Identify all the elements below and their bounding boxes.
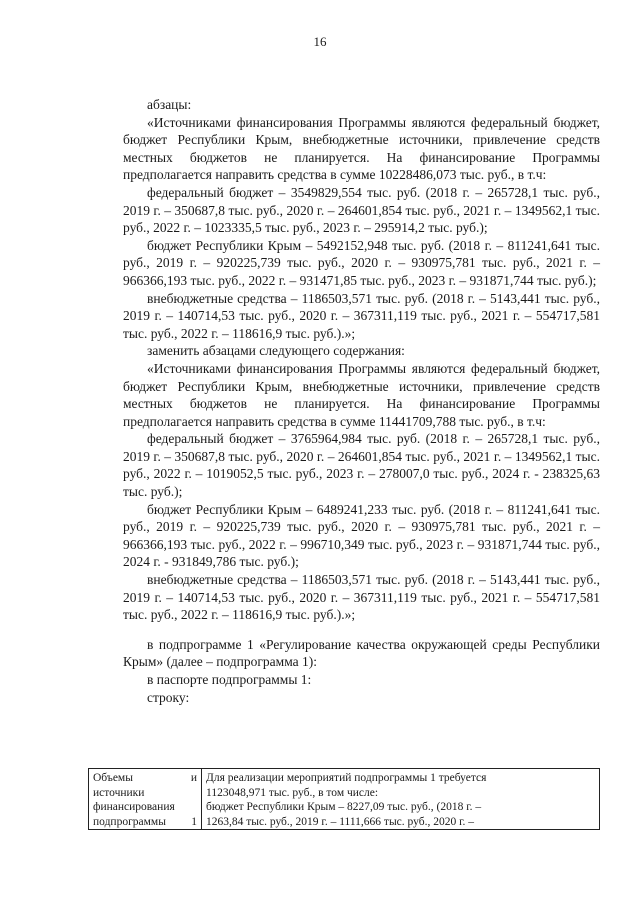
cell-line: источники bbox=[93, 786, 145, 799]
cell-line: Объемы и bbox=[93, 772, 197, 784]
paragraph: абзацы: bbox=[147, 97, 192, 112]
paragraph: федеральный бюджет – 3549829,554 тыс. руб. (2018 г. – 265728,1 тыс. руб., 2019 г. – 350687,8 тыс. руб., 2020 г. – 264601,854 тыс. руб., 2021 г. – 1349562,1 тыс. руб., 2022 г. – 1023335,5 тыс. руб., 2023 г. – 295914,2 тыс. руб.); bbox=[123, 184, 600, 236]
paragraph: внебюджетные средства – 1186503,571 тыс. руб. (2018 г. – 5143,441 тыс. руб., 2019 г. – 140714,53 тыс. руб., 2020 г. – 367311,119 тыс. руб., 2021 г. – 554717,581 тыс. руб., 2022 г. – 118616,9 тыс. руб.).»; bbox=[123, 572, 600, 623]
cell-line: 1123048,971 тыс. руб., в том числе: bbox=[206, 786, 379, 799]
paragraph: бюджет Республики Крым – 5492152,948 тыс. руб. (2018 г. – 811241,641 тыс. руб., 2019 г. – 920225,739 тыс. руб., 2020 г. – 930975,781 тыс. руб., 2021 г. – 966366,193 тыс. руб., 2022 г. – 931471,85 тыс. руб., 2023 г. – 931871,744 тыс. руб.); bbox=[123, 237, 600, 288]
passport-table bbox=[88, 768, 600, 830]
page-number: 16 bbox=[313, 34, 327, 49]
cell-line: финансирования bbox=[93, 801, 175, 814]
document-body bbox=[123, 96, 600, 706]
table-cell-value bbox=[202, 769, 600, 830]
cell-line: подпрограммы 1 bbox=[93, 815, 197, 828]
paragraph: строку: bbox=[147, 689, 190, 705]
paragraph: внебюджетные средства – 1186503,571 тыс. руб. (2018 г. – 5143,441 тыс. руб., 2019 г. – 140714,53 тыс. руб., 2020 г. – 367311,119 тыс. руб., 2021 г. – 554717,581 тыс. руб., 2022 г. – 118616,9 тыс. руб.).»; bbox=[123, 290, 600, 341]
table-cell-label bbox=[89, 769, 202, 830]
paragraph: федеральный бюджет – 3765964,984 тыс. руб. (2018 г. – 265728,1 тыс. руб., 2019 г. – 350687,8 тыс. руб., 2020 г. – 264601,854 тыс. руб., 2021 г. – 1349562,1 тыс. руб., 2022 г. – 1019052,5 тыс. руб., 2023 г. – 278007,0 тыс. руб., 2024 г. - 238325,63 тыс. руб.); bbox=[123, 431, 600, 500]
cell-line: Для реализации мероприятий подпрограммы 1 требуется bbox=[206, 772, 487, 784]
paragraph: заменить абзацами следующего содержания: bbox=[147, 343, 405, 359]
paragraph: «Источниками финансирования Программы являются федеральный бюджет, бюджет Республики Крым, внебюджетные источники, привлечение средств местных бюджетов не планируется. На финансирование Программы предполагается направить средства в сумме 11441709,788 тыс. руб., в т.ч: bbox=[123, 360, 600, 429]
paragraph: «Источниками финансирования Программы являются федеральный бюджет, бюджет Республики Крым, внебюджетные источники, привлечение средств местных бюджетов не планируется. На финансирование Программы предполагается направить средства в сумме 10228486,073 тыс. руб., в т.ч: bbox=[123, 114, 600, 183]
cell-line: бюджет Республики Крым – 8227,09 тыс. руб., (2018 г. – bbox=[206, 801, 482, 814]
paragraph: в подпрограмме 1 «Регулирование качества окружающей среды Республики Крым» (далее – подпрограмма 1): bbox=[123, 636, 600, 670]
table-row bbox=[89, 769, 600, 830]
paragraph: бюджет Республики Крым – 6489241,233 тыс. руб. (2018 г. – 811241,641 тыс. руб., 2019 г. – 920225,739 тыс. руб., 2020 г. – 930975,781 тыс. руб., 2021 г. – 966366,193 тыс. руб., 2022 г. – 996710,349 тыс. руб., 2023 г. – 931871,744 тыс. руб., 2024 г. - 931849,786 тыс. руб.); bbox=[123, 501, 600, 570]
paragraph: в паспорте подпрограммы 1: bbox=[147, 672, 312, 687]
cell-line: 1263,84 тыс. руб., 2019 г. – 1111,666 тыс. руб., 2020 г. – bbox=[206, 815, 474, 828]
